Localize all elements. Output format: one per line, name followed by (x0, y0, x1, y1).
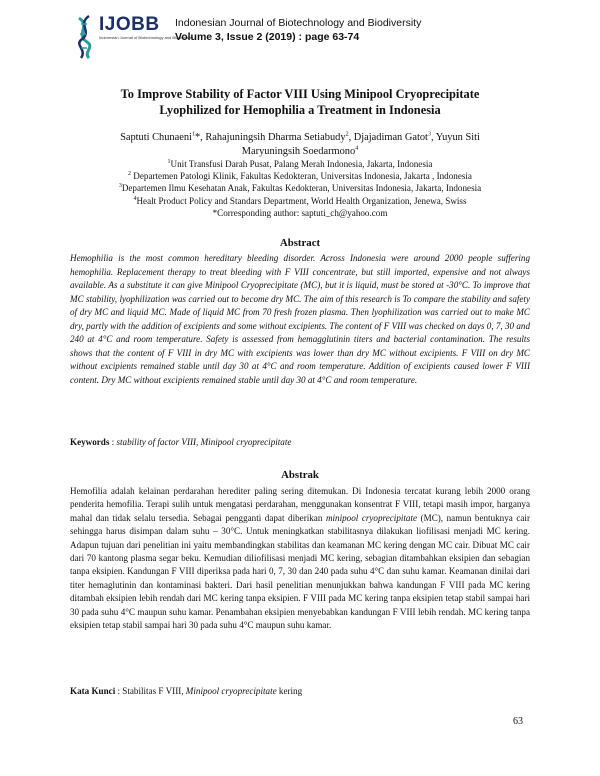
affiliation: $^4$Healt Product Policy and Standars Department, World Health Organization, Jenewa, Swiss (133, 195, 467, 206)
affiliation: $^3$Departemen Ilmu Kesehatan Anak, Fakultas Kedokteran, Universitas Indonesia, Jakarta, Indonesia (118, 183, 482, 194)
journal-name: Indonesian Journal of Biotechnology and Biodiversity (175, 17, 422, 29)
kata-kunci-label: Kata Kunci (70, 686, 116, 696)
author-1: Saptuti Chunaeni (120, 132, 192, 143)
author-4: , Yuyun Siti (430, 132, 480, 143)
logo-subtitle: Indonesian Journal of Biotechnology and Biodiversity (99, 35, 193, 40)
volume-line: Volume 3, Issue 2 (2019) : page 63-74 (175, 31, 360, 43)
abstract-english: Hemophilia is the most common hereditary bleeding disorder. Across Indonesia were around 2000 people suffering hemophilia. Replacement therapy to treat bleeding with F VIII concentrate, but still imported, expensive and not always available. As a substitute it can give Minipool Cryoprecipitate (MC), but it is liquid, must be stored at -30°C. To improve that MC stability, lyophilization was carried out to become dry MC. The aim of this research is To compare the stability and safety of dry MC and liquid MC. Made of liquid MC from 70 fresh frozen plasma. Then lyophilization was carried out to make MC dry, partly with the addition of excipients and some without excipients. The content of F VIII was checked on days 0, 7, 30 and 240 at 4°C and room temperature. Safety is assessed from hemagglutinin titers and bacterial contamination. The results shows that the content of F VIII in dry MC with excipients was lower than dry MC without excipients. F VIII on dry MC without excipients remained stable until day 30 at 4°C and room temperature. Addition of excipients caused lower F VIII content. Dry MC without excipients remained stable until day 30 at 4°C and room temperature. (70, 253, 530, 385)
author-list: Saptuti Chunaeni$^1$*, Rahajuningsih Dharma Setiabudy$^2$, Djajadiman Gatot$^3$, Yuyun Siti Maryuningsih Soedarmono$^4$ (120, 131, 480, 157)
corresponding-author: *Corresponding author: saptuti_ch@yahoo.com (212, 207, 388, 218)
title-line-2: Lyophilized for Hemophilia a Treatment in Indonesia (159, 103, 441, 117)
title-line-1: To Improve Stability of Factor VIII Using Minipool Cryoprecipitate (120, 87, 480, 101)
journal-header (175, 16, 421, 44)
affiliations (70, 158, 530, 219)
page-number: 63 (513, 716, 523, 727)
abstract-indonesian: Hemofilia adalah kelainan perdarahan herediter paling sering ditemukan. Di Indonesia tercatat kurang lebih 2000 orang penderita hemofilia. Terapi sulih untuk mengatasi perdarahan, menggunakan konsentrat F VIII, tetapi masih impor, harganya mahal dan tidak selalu tersedia. Sebagai pengganti dapat diberikan minipool cryoprecipitate (MC), namun bentuknya cair sehingga harus disimpan dalam suhu – 30°C. Untuk meningkatkan stabilitasnya dilakukan liofilisasi menjadi MC kering. Adapun tujuan dari penelitian ini yaitu membandingkan stabilitas dan keamanan MC kering dengan MC cair. Dibuat MC cair dari 70 kantong plasma segar beku. Kemudian diliofilisasi menjadi MC kering, sebagian ditambahkan eksipien dan sebagian tanpa eksipien. Kandungan F VIII diperiksa pada hari 0, 7, 30 dan 240 pada suhu 4°C dan suhu kamar. Keamanan dinilai dari titer hemaglutinin dan kontaminasi bakteri. Dari hasil penelitian menunjukkan bahwa kandungan F VIII pada MC kering ditambah eksipien lebih rendah dari MC kering tanpa eksipien. F VIII pada MC kering tanpa eksipien tetap stabil sampai hari 30 pada suhu 4°C maupun suhu kamar. Penambahan eksipien menyebabkan kandungan F VIII lebih rendah. MC kering tanpa eksipien tetap stabil sampai hari 30 pada suhu 4°C maupun suhu kamar. (70, 486, 530, 631)
keywords-label: Keywords (70, 437, 110, 447)
kata-kunci: Kata Kunci : Stabilitas F VIII, Minipool cryoprecipitate kering (70, 686, 303, 696)
author-4-cont: Maryuningsih Soedarmono (241, 145, 356, 157)
abstrak-heading: Abstrak (281, 469, 319, 481)
paper-title (70, 86, 530, 118)
affiliation: $^2$ Departemen Patologi Klinik, Fakultas Kedokteran, Universitas Indonesia, Jakarta , Indonesia (128, 171, 472, 182)
logo-text: IJOBB (99, 14, 160, 35)
keywords-value: stability of factor VIII, Minipool cryoprecipitate (116, 437, 292, 447)
keywords: Keywords : stability of factor VIII, Minipool cryoprecipitate (70, 437, 292, 447)
affiliation: $^1$Unit Transfusi Darah Pusat, Palang Merah Indonesia, Jakarta, Indonesia (167, 158, 433, 169)
author-3: , Djajadiman Gatot (348, 132, 428, 143)
abstract-heading: Abstract (279, 237, 321, 249)
author-2: Rahajuningsih Dharma Setiabudy (205, 132, 346, 143)
